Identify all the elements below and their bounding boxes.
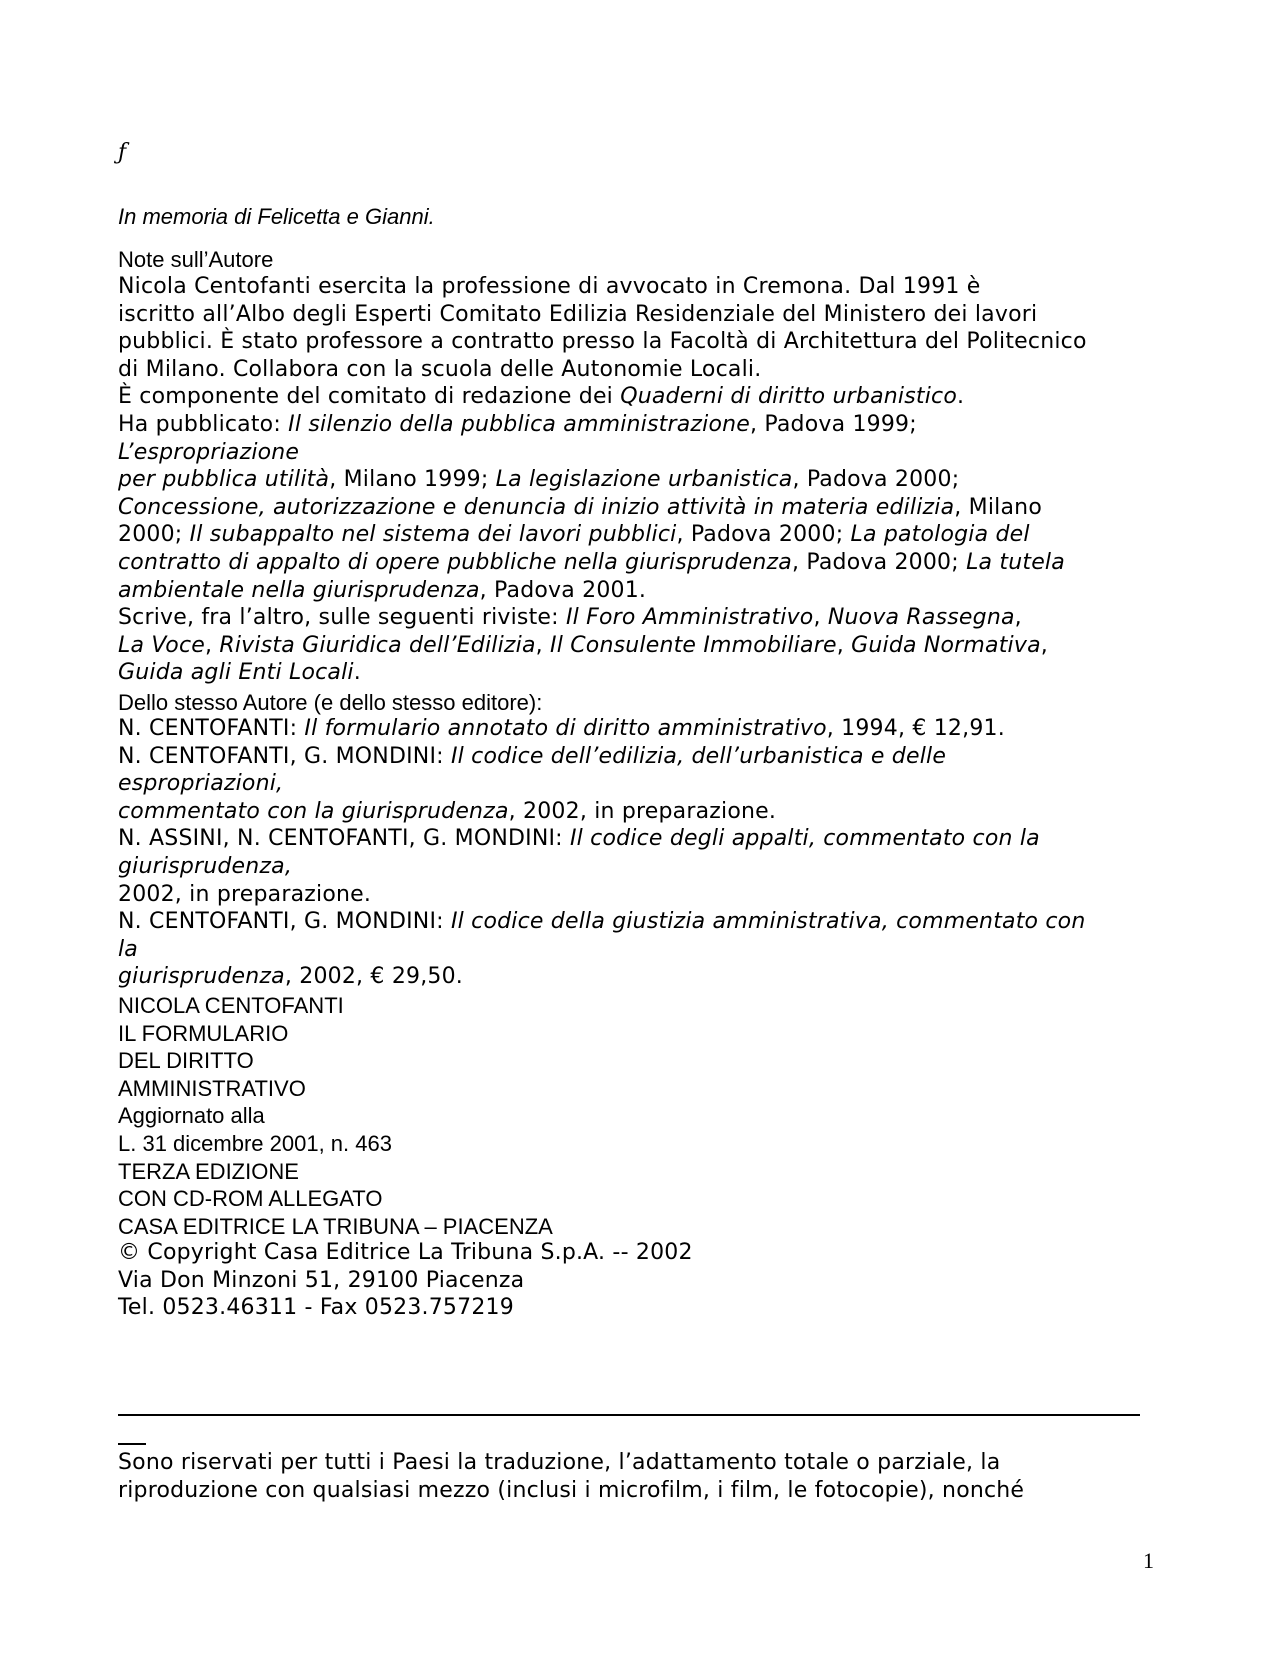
bio-line (118, 412, 917, 437)
italic-title: espropriazioni, (118, 771, 284, 797)
italic-title: La tutela (966, 550, 1065, 575)
bio-line (118, 329, 1087, 354)
author-notes-heading: Note sull’Autore (118, 247, 274, 272)
title-block-line: L. 31 dicembre 2001, n. 463 (118, 1131, 392, 1156)
bio-line (118, 550, 1065, 575)
text-run: Nicola Centofanti esercita la professione di avvocato in Cremona. Dal 1991 è (118, 274, 981, 299)
text-run: , Milano (954, 494, 1042, 520)
text-run: 2000; (118, 522, 190, 548)
italic-title: Guida agli Enti Locali (118, 660, 354, 686)
italic-title: Guida Normativa (851, 632, 1041, 658)
text-run: È componente del comitato di redazione dei (118, 384, 621, 410)
bio-line (118, 605, 1022, 630)
text-run: , Milano 1999; (329, 467, 496, 493)
bio-line (118, 302, 1037, 327)
works-line (118, 937, 138, 962)
ornament-symbol: ƒ (118, 140, 127, 165)
text-run: N. CENTOFANTI, G. MONDINI: (118, 909, 451, 935)
bio-line (118, 660, 361, 685)
text-run: , Padova 2000; (792, 467, 960, 493)
italic-title: La legislazione urbanistica (495, 467, 793, 493)
text-run: , Padova 1999; (749, 412, 917, 437)
text-run: di Milano. Collabora con la scuola delle Autonomie Locali. (118, 356, 762, 382)
bio-line (118, 274, 981, 299)
works-line (118, 744, 946, 769)
works-line (118, 826, 1040, 851)
italic-title: Il Foro Amministrativo (565, 605, 814, 631)
text-run: . (956, 384, 965, 410)
italic-title: Il codice dell’edilizia, dell’urbanistica e delle (450, 743, 947, 769)
works-line (118, 909, 1086, 934)
italic-title: L’espropriazione (118, 439, 300, 465)
italic-title: Il Consulente Immobiliare (550, 632, 837, 658)
title-block-line: CASA EDITRICE LA TRIBUNA – PIACENZA (118, 1213, 553, 1239)
page-number: 1 (1143, 1548, 1154, 1573)
text-run: Ha pubblicato: (118, 412, 289, 437)
title-block-line: CON CD-ROM ALLEGATO (118, 1186, 383, 1212)
works-line (118, 964, 463, 989)
text-run: 2002, in preparazione. (118, 881, 372, 907)
title-block-line: NICOLA CENTOFANTI (118, 993, 344, 1018)
title-block-line: AMMINISTRATIVO (118, 1075, 306, 1101)
italic-title: Quaderni di diritto urbanistico (620, 384, 957, 410)
copyright-line: Tel. 0523.46311 - Fax 0523.757219 (118, 1295, 514, 1321)
text-run: N. ASSINI, N. CENTOFANTI, G. MONDINI: (118, 826, 570, 852)
italic-title: giurisprudenza (118, 964, 285, 990)
bio-line (118, 633, 1048, 658)
italic-title: Il formulario annotato di diritto amministrativo (304, 716, 827, 741)
text-run: N. CENTOFANTI: (118, 716, 305, 741)
works-line (118, 716, 1005, 741)
italic-title: ambientale nella giurisprudenza (118, 577, 480, 603)
italic-title: commentato con la giurisprudenza (118, 798, 509, 824)
italic-title: Il codice della giustizia amministrativa, commentato con (450, 909, 1086, 935)
italic-title: Il subappalto nel sistema dei lavori pubblici (189, 522, 677, 548)
works-line (118, 882, 371, 907)
works-line (118, 771, 283, 796)
text-run: , (836, 632, 852, 658)
text-run: , Padova 2000; (792, 550, 967, 575)
italic-title: Il silenzio della pubblica amministrazione (288, 412, 750, 437)
text-run: , (204, 632, 220, 658)
italic-title: Concessione, autorizzazione e denuncia di inizio attività in materia edilizia (118, 494, 955, 520)
text-run: , Padova 2001. (479, 577, 647, 603)
text-run: , Padova 2000; (676, 522, 851, 548)
text-run: pubblici. È stato professore a contratto presso la Facoltà di Architettura del Politecnico (118, 329, 1087, 355)
text-run: iscritto all’Albo degli Esperti Comitato Edilizia Residenziale del Ministero dei lavori (118, 301, 1038, 327)
title-block-line: TERZA EDIZIONE (118, 1158, 299, 1184)
text-run: , 2002, in preparazione. (508, 798, 777, 824)
separator-line (118, 1414, 1140, 1416)
dedication: In memoria di Felicetta e Gianni. (118, 204, 435, 229)
text-run: , (1040, 632, 1048, 658)
italic-title: La patologia del (850, 522, 1030, 548)
italic-title: La Voce (118, 632, 205, 658)
rights-line: riproduzione con qualsiasi mezzo (inclusi i microfilm, i film, le fotocopie), nonché (118, 1478, 1025, 1503)
bio-line (118, 440, 299, 465)
text-run: , (813, 605, 828, 631)
italic-title: Il codice degli appalti, commentato con la (569, 826, 1040, 852)
text-run: , (1014, 605, 1022, 631)
works-line (118, 854, 292, 879)
bio-line (118, 384, 964, 409)
text-run: , 2002, € 29,50. (284, 964, 464, 990)
title-block-line: IL FORMULARIO (118, 1020, 289, 1046)
text-run: Scrive, fra l’altro, sulle seguenti riviste: (118, 605, 566, 631)
copyright-line: Via Don Minzoni 51, 29100 Piacenza (118, 1267, 525, 1293)
italic-title: per pubblica utilità (118, 467, 330, 493)
works-heading: Dello stesso Autore (e dello stesso editore): (118, 690, 543, 715)
title-block-line: DEL DIRITTO (118, 1048, 254, 1074)
italic-title: giurisprudenza, (118, 854, 293, 879)
italic-title: la (118, 936, 138, 962)
text-run: . (353, 660, 361, 686)
italic-title: Rivista Giuridica dell’Edilizia (219, 632, 536, 658)
bio-line (118, 578, 646, 603)
text-run: , (535, 632, 551, 658)
bio-line (118, 495, 1042, 520)
separator-short-line (118, 1443, 146, 1445)
text-run: N. CENTOFANTI, G. MONDINI: (118, 743, 451, 769)
works-line (118, 799, 776, 824)
italic-title: contratto di appalto di opere pubbliche nella giurisprudenza (118, 550, 792, 575)
italic-title: Nuova Rassegna (827, 605, 1015, 631)
text-run: , 1994, € 12,91. (826, 716, 1005, 741)
bio-line (118, 522, 1030, 547)
title-block-line: Aggiornato alla (118, 1103, 265, 1129)
bio-line (118, 357, 761, 382)
bio-line (118, 467, 959, 492)
copyright-line: © Copyright Casa Editrice La Tribuna S.p.A. -- 2002 (118, 1240, 693, 1265)
rights-line: Sono riservati per tutti i Paesi la traduzione, l’adattamento totale o parziale, la (118, 1450, 1001, 1475)
